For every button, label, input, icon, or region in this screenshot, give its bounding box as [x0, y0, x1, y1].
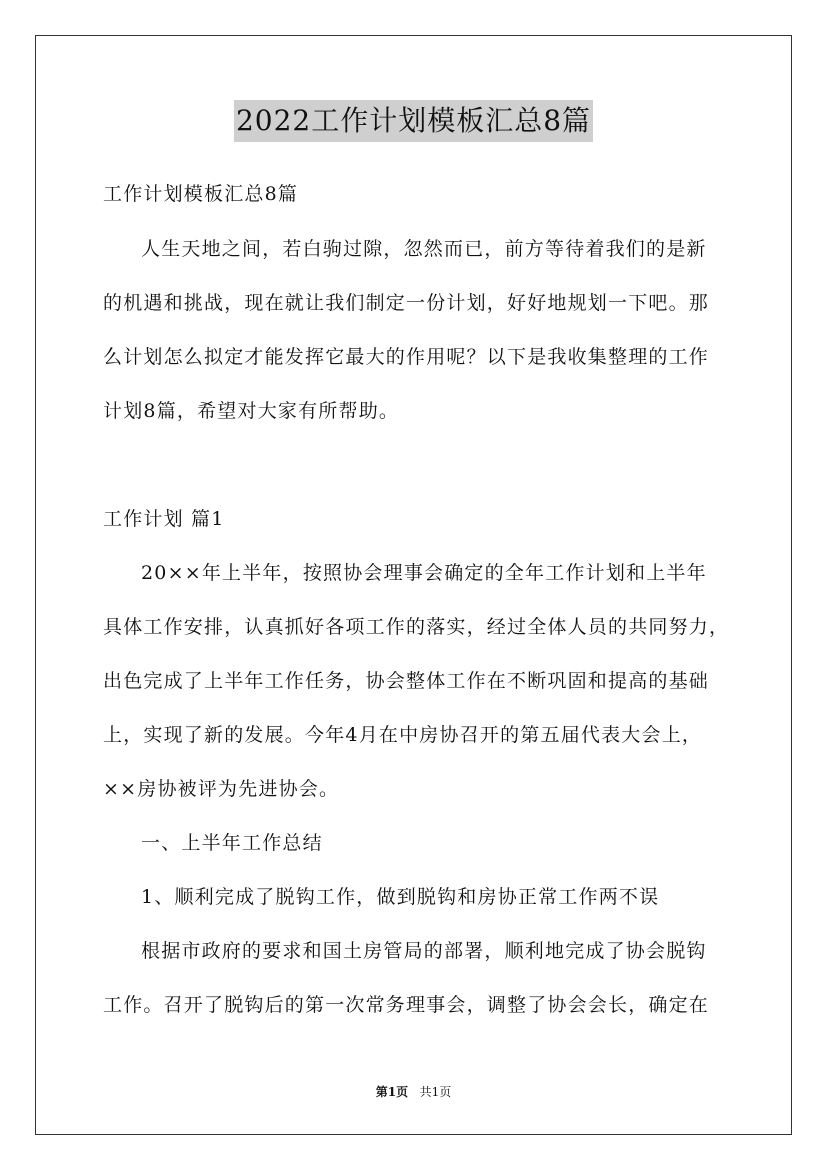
- section1-line-2: 具体工作安排，认真抓好各项工作的落实，经过全体人员的共同努力，: [103, 616, 730, 638]
- section1-line-3: 出色完成了上半年工作任务，协会整体工作在不断巩固和提高的基础: [103, 670, 710, 692]
- item1-line-2: 工作。召开了脱钩后的第一次常务理事会，调整了协会会长，确定在: [103, 994, 710, 1016]
- page-number: 第1页: [375, 1085, 409, 1099]
- page-footer: [0, 1083, 827, 1100]
- section1-line-1: 20××年上半年，按照协会理事会确定的全年工作计划和上半年: [141, 562, 707, 584]
- intro-line-4: 计划8篇，希望对大家有所帮助。: [103, 400, 400, 422]
- item1-line-1: 根据市政府的要求和国土房管局的部署，顺利地完成了协会脱钩: [141, 940, 707, 962]
- subtitle: 工作计划模板汇总8篇: [103, 183, 299, 205]
- document-title: 2022工作计划模板汇总8篇: [234, 100, 593, 142]
- section1-line-4: 上，实现了新的发展。今年4月在中房协召开的第五届代表大会上，: [103, 724, 703, 746]
- item1-heading: 1、顺利完成了脱钩工作，做到脱钩和房协正常工作两不误: [141, 886, 660, 908]
- intro-line-2: 的机遇和挑战，现在就让我们制定一份计划，好好地规划一下吧。那: [103, 292, 710, 314]
- intro-line-3: 么计划怎么拟定才能发挥它最大的作用呢？以下是我收集整理的工作: [103, 346, 710, 368]
- part-heading: 一、上半年工作总结: [141, 832, 323, 854]
- section-heading: 工作计划 篇1: [103, 508, 225, 530]
- intro-line-1: 人生天地之间，若白驹过隙，忽然而已，前方等待着我们的是新: [141, 238, 707, 260]
- title-wrap: [0, 100, 827, 142]
- page-total: 共1页: [419, 1085, 452, 1099]
- section1-line-5: ××房协被评为先进协会。: [103, 778, 340, 800]
